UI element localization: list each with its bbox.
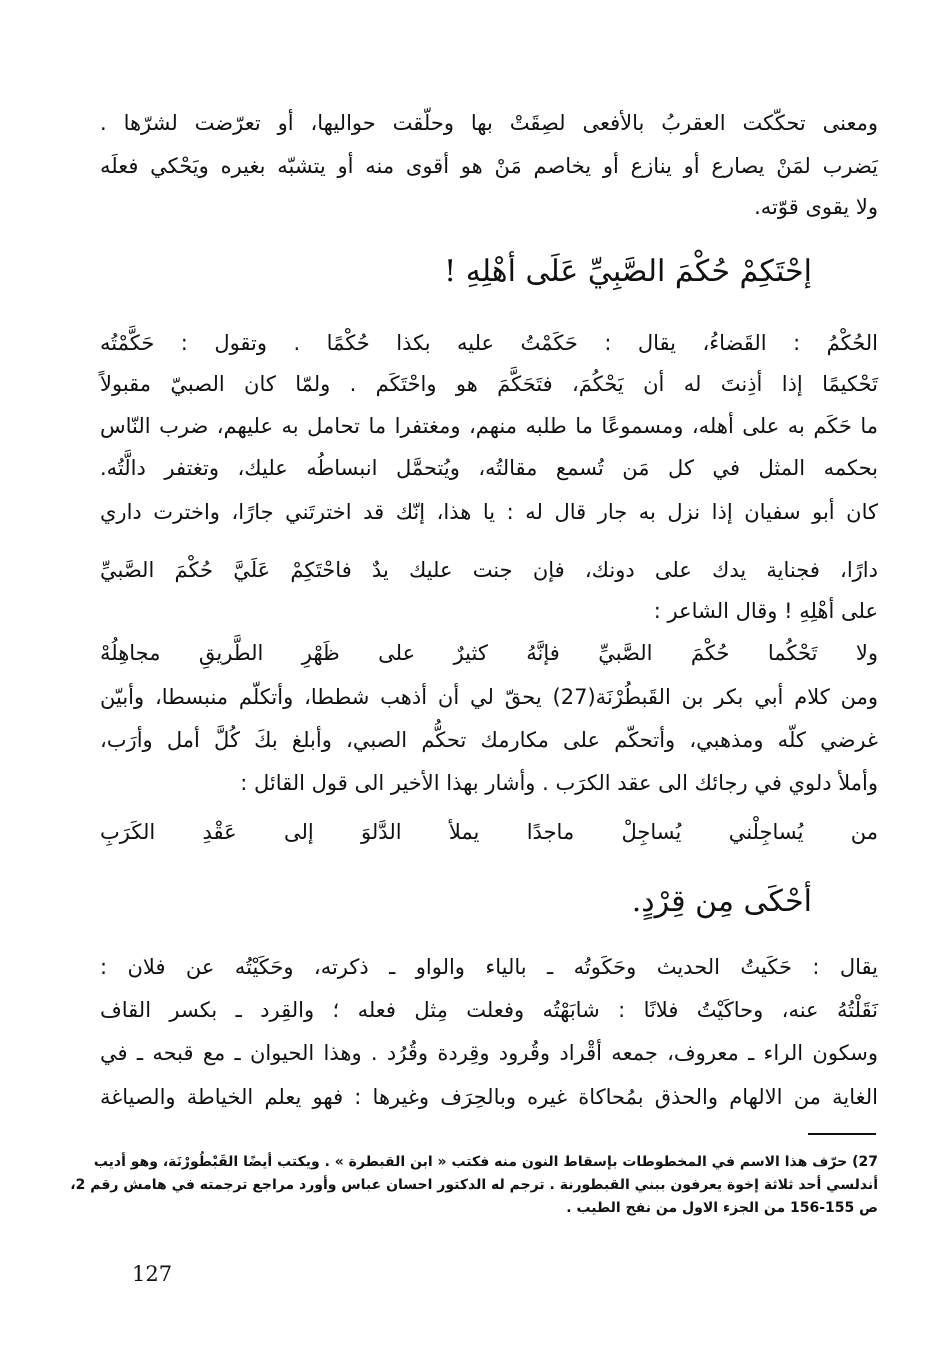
text-line: تَحْكيمًا إذا أذِنتَ له أن يَحْكُمَ، فتَحَكَّمَ هو واحْتَكَم . ولمّا كان الصبيّ مقبولاً (100, 372, 878, 396)
text-line: ما حَكَم به على أهله، ومسموعًا ما طلبه منهم، ومغتفرا ما تحامل به عليهم، ضرب النّاس (100, 414, 878, 438)
text-line: بحكمه المثل في كل مَن تُسمع مقالتُه، ويُتحمَّل انبساطُه عليك، وتغتفر دالَّتُه. (100, 456, 878, 480)
text-line: كان أبو سفيان إذا نزل به جار قال له : يا هذا، إنّك قد اخترتَني جارًا، واخترت داري (100, 500, 878, 524)
text-line: الحُكْمُ : القَضاءُ، يقال : حَكَمْتُ عليه بكذا حُكْمًا . وتقول : حَكَّمْتُه (100, 331, 878, 355)
text-line: يَضرب لمَنْ يصارع أو ينازع أو يخاصم مَنْ هو أقوى منه أو يتشبّه بغيره ويَحْكي فعلَه (100, 154, 878, 178)
footnote-divider (808, 1133, 876, 1135)
text-line: الغاية من الالهام والحذق بمُحاكاة غيره وبالحِرَف وغيرها : فهو يعلم الخياطة والصياغة (100, 1085, 878, 1109)
page-number: 127 (132, 1262, 173, 1286)
proverb-heading: إحْتَكِمْ حُكْمَ الصَّبِيِّ عَلَى أهْلِهِ ! (444, 254, 812, 289)
text-line: ومن كلام أبي بكر بن القَبطُرْنَة(27) يحقّ لي أن أذهب شططا، وأتكلّم منبسطا، وأبيّن (100, 685, 878, 709)
footnote-line: 27) حرّف هذا الاسم في المخطوطات بإسقاط النون منه فكتب « ابن القبطرة » . ويكتب أيضًا القَبْطُورْنَة، وهو أديب (93, 1154, 878, 1170)
footnote-line: ص 155-156 من الجزء الاول من نفح الطيب . (566, 1200, 878, 1216)
text-line: وأملأ دلوي في رجائك الى عقد الكرَب . وأشار بهذا الأخير الى قول القائل : (240, 771, 878, 795)
text-line: على أهْلِهِ ! وقال الشاعر : (653, 599, 878, 623)
text-line: دارًا، فجناية يدك على دونك، فإن جنت عليك يدٌ فاحْتَكِمْ عَلَيَّ حُكْمَ الصَّبيِّ (100, 558, 878, 582)
proverb-heading: أحْكَى مِن قِرْدٍ. (631, 884, 812, 919)
verse-line: ولا تَحْكُما حُكْمَ الصَّبيِّ فإنَّهُ كثيرٌ على ظَهْرِ الطَّريقِ مجاهِلُهْ (100, 641, 878, 665)
text-line: ولا يقوى قوّته. (754, 195, 878, 219)
text-line: ومعنى تحكّكت العقربُ بالأفعى لصِقَتْ بها وحلّقت حواليها، أو تعرّضت لشرّها . (100, 111, 878, 135)
text-line: وسكون الراء ـ معروف، جمعه أقْراد وقُرود وقِردة وقُرُد . وهذا الحيوان ـ مع قبحه ـ في (100, 1041, 878, 1065)
text-line: يقال : حَكَيتُ الحديث وحَكَوتُه ـ بالياء والواو ـ ذكرته، وحَكَيْتُه عن فلان : (100, 955, 878, 979)
text-line: غرضي كلّه ومذهبي، وأتحكّم على مكارمك تحكُّم الصبي، وأبلغ بكَ كُلَّ أمل وأرَب، (100, 728, 878, 752)
verse-line: من يُساجِلْني يُساجِلْ ماجدًا يملأ الدَّلوَ إلى عَقْدِ الكَرَبِ (100, 820, 878, 844)
text-line: نَقَلْتُهُ عنه، وحاكَيْتُ فلانًا : شابَهْتُه وفعلت مِثل فعله ؛ والقِرد ـ بكسر القاف (100, 998, 878, 1022)
footnote-line: أندلسي أحد ثلاثة إخوة يعرفون ببني القبطورنة . ترجم له الدكتور احسان عباس وأورد مراجع ترجمته في هامش رقم 2، (70, 1177, 878, 1193)
